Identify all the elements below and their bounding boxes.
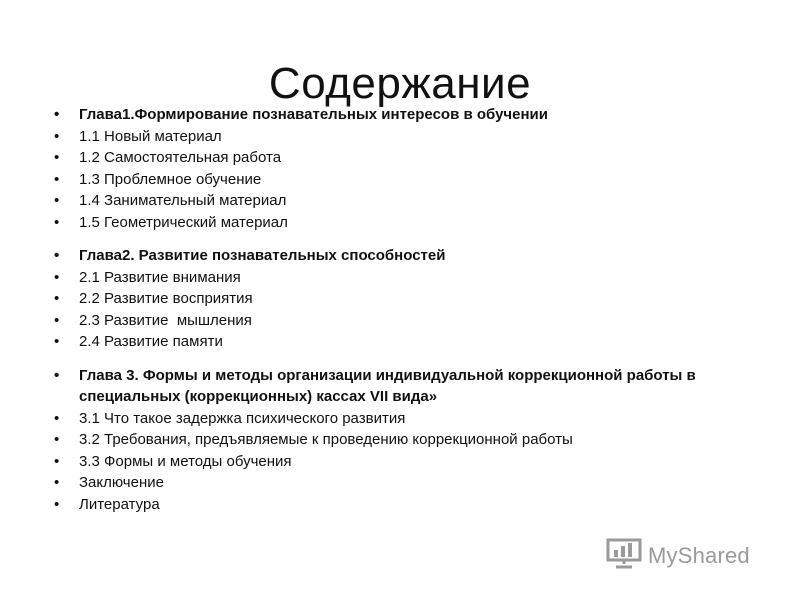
toc-literature: • Литература bbox=[54, 494, 754, 516]
toc-item-3-1: • 3.1 Что такое задержка психического развития bbox=[54, 408, 754, 430]
toc-item-3-3: • 3.3 Формы и методы обучения bbox=[54, 451, 754, 473]
toc-item-2-3: • 2.3 Развитие мышления bbox=[54, 310, 754, 332]
toc-item-1-5: • 1.5 Геометрический материал bbox=[54, 212, 754, 234]
table-of-contents bbox=[54, 104, 754, 515]
toc-chapter-2: • Глава2. Развитие познавательных способностей bbox=[54, 245, 754, 267]
toc-item-1-2: • 1.2 Самостоятельная работа bbox=[54, 147, 754, 169]
toc-item-2-2: • 2.2 Развитие восприятия bbox=[54, 288, 754, 310]
toc-chapter-1: • Глава1.Формирование познавательных интересов в обучении bbox=[54, 104, 754, 126]
logo-text: MyShared bbox=[648, 542, 750, 568]
toc-item-3-2: • 3.2 Требования, предъявляемые к проведению коррекционной работы bbox=[54, 429, 754, 451]
toc-item-2-1: • 2.1 Развитие внимания bbox=[54, 267, 754, 289]
toc-item-1-3: • 1.3 Проблемное обучение bbox=[54, 169, 754, 191]
toc-conclusion: • Заключение bbox=[54, 472, 754, 494]
toc-item-2-4: • 2.4 Развитие памяти bbox=[54, 331, 754, 353]
toc-item-1-4: • 1.4 Занимательный материал bbox=[54, 190, 754, 212]
myshared-logo[interactable] bbox=[606, 537, 750, 574]
toc-chapter-3: • Глава 3. Формы и методы организации индивидуальной коррекционной работы в специальных (коррекционных) кассах VII вида» bbox=[54, 365, 754, 408]
presentation-chart-icon bbox=[606, 537, 642, 574]
slide-title: Содержание bbox=[268, 59, 532, 109]
toc-item-1-1: • 1.1 Новый материал bbox=[54, 126, 754, 148]
